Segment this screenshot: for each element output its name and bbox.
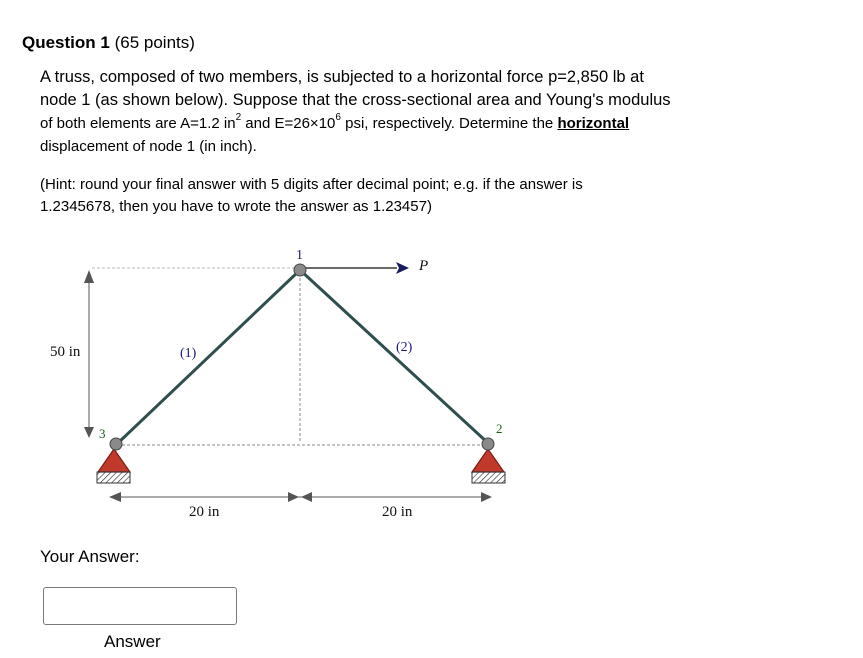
force-label: P (419, 258, 429, 274)
your-answer-prompt: Your Answer: (40, 547, 140, 566)
answer-field-label: Answer (104, 632, 161, 651)
height-arrow-top (84, 270, 94, 283)
question-number: Question 1 (22, 33, 110, 52)
span-arrow-mid-left (301, 492, 312, 502)
left-span-label: 20 in (189, 504, 220, 520)
node-3-label: 3 (99, 426, 106, 441)
span-arrow-right (481, 492, 492, 502)
height-arrow-bottom (84, 427, 94, 438)
question-points: (65 points) (114, 33, 195, 52)
member-2 (300, 270, 488, 443)
node-2-label: 2 (496, 421, 503, 436)
question-line-2: node 1 (as shown below). Suppose that the cross-sectional area and Young's modulus (40, 91, 671, 109)
hint-line-2: 1.2345678, then you have to wrote the answer as 1.23457) (40, 198, 432, 215)
node-2 (482, 438, 494, 450)
node-1-label: 1 (296, 248, 303, 263)
span-arrow-mid-right (288, 492, 299, 502)
node-1 (294, 264, 306, 276)
support-right (472, 449, 505, 483)
node-3 (110, 438, 122, 450)
member-1 (118, 270, 300, 443)
question-line-4: displacement of node 1 (in inch). (40, 138, 257, 155)
area-text: of both elements are A=1.2 in (40, 115, 236, 132)
force-arrowhead (396, 262, 409, 274)
height-label: 50 in (50, 344, 81, 360)
member-1-label: (1) (180, 346, 197, 361)
right-span-label: 20 in (382, 504, 413, 520)
hint-line-1: (Hint: round your final answer with 5 digits after decimal point; e.g. if the answer is (40, 176, 583, 193)
determine-text: psi, respectively. Determine the (340, 115, 558, 132)
question-line-1: A truss, composed of two members, is subjected to a horizontal force p=2,850 lb at (40, 68, 644, 86)
modulus-exponent: 6 (335, 112, 341, 123)
answer-input[interactable] (43, 587, 237, 625)
member-2-label: (2) (396, 340, 413, 355)
span-arrow-left (109, 492, 121, 502)
area-exponent: 2 (235, 112, 242, 123)
support-left (97, 449, 130, 483)
modulus-text: and E=26×10 (241, 115, 336, 132)
horizontal-emphasis: horizontal (557, 115, 630, 132)
